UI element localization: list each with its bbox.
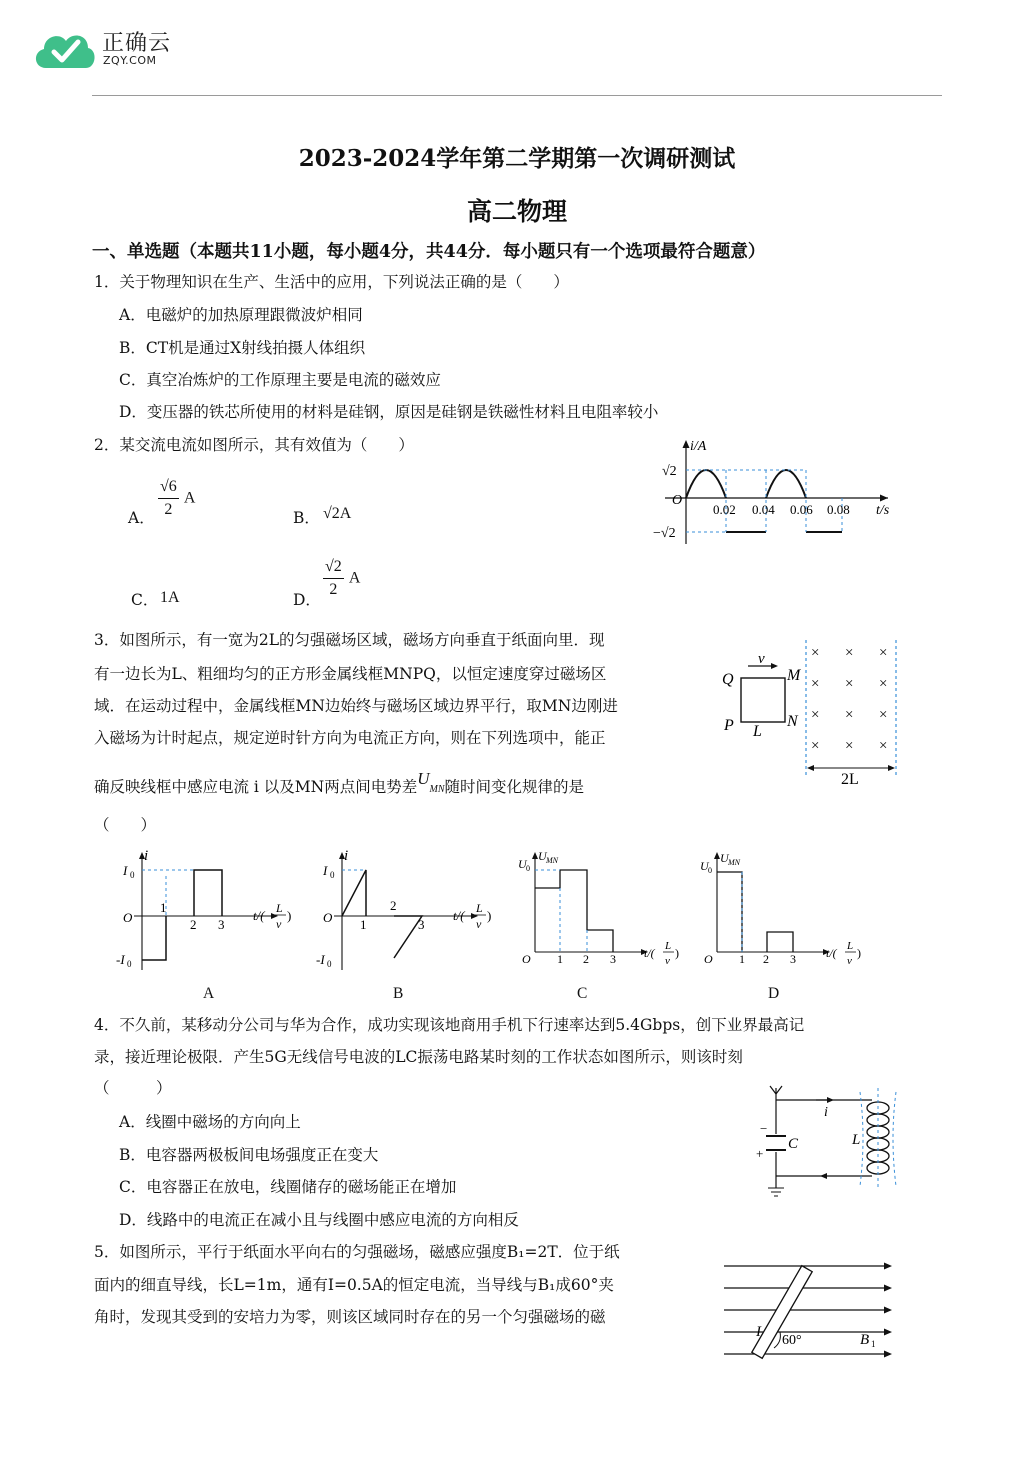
q4-line-1: 4．不久前，某移动分公司与华为合作，成功实现该地商用手机下行速率达到5.4Gbps，创下业界最高记 <box>94 1016 805 1034</box>
q4-ground-icon <box>768 1188 784 1196</box>
q2-option-a-value <box>158 478 195 519</box>
q3-label-l: L <box>753 723 762 740</box>
q3-width-arrow-right <box>888 765 895 771</box>
svg-text:×: × <box>845 707 854 723</box>
q3b-rising-segment <box>342 870 366 916</box>
q3d-u0-sub: 0 <box>708 866 712 875</box>
q2-t-axis-arrow <box>880 495 888 502</box>
q5-label-b: B <box>860 1332 870 1348</box>
q3c-frac-bot: v <box>665 955 670 967</box>
q3c-tick-1: 1 <box>557 952 563 966</box>
q5-line-3: 角时，发现其受到的安培力为零，则该区域同时存在的另一个匀强磁场的磁 <box>94 1308 606 1326</box>
svg-text:×: × <box>845 738 854 754</box>
q2-tick-label-2: 0.04 <box>752 502 775 517</box>
q3-choice-a-label: A <box>203 985 215 1002</box>
q3-label-n: N <box>787 713 798 730</box>
q3-line-2: 有一边长为L、粗细均匀的正方形金属线框MNPQ，以恒定速度穿过磁场区 <box>94 665 607 683</box>
q3-line-5 <box>94 769 585 796</box>
q3a-i0-label: I <box>123 863 128 878</box>
q3c-tick-2: 2 <box>583 952 589 966</box>
q3c-umn-sub: MN <box>546 856 558 865</box>
q3a-tick-3: 3 <box>218 917 225 932</box>
q3-choice-b-label: B <box>393 985 404 1002</box>
q3c-frac-top: L <box>665 940 672 952</box>
q2-option-b-letter: B． <box>293 509 320 527</box>
q3c-t-label: t/( <box>644 946 655 960</box>
q3c-close: ) <box>675 946 679 960</box>
q2-tick-label-3: 0.06 <box>790 502 813 517</box>
q2-x-label: t/s <box>876 503 890 518</box>
svg-text:×: × <box>845 676 854 692</box>
q5-angle-label: 60° <box>782 1333 802 1348</box>
q3d-t-label: t/( <box>826 946 837 960</box>
q1-option-d: D．变压器的铁芯所使用的材料是硅钢，原因是硅钢是铁磁性材料且电阻率较小 <box>119 403 659 421</box>
q3-setup-figure <box>718 636 918 788</box>
q3a-positive-pulse <box>194 870 222 916</box>
header-divider <box>92 95 942 96</box>
q5-field-figure <box>718 1252 898 1372</box>
q3b-i0-label: I <box>323 863 328 878</box>
q3-graph-b <box>312 846 502 970</box>
q3a-i0-sub: 0 <box>130 870 135 880</box>
q3-label-m: M <box>787 667 801 684</box>
q3a-tick-1: 1 <box>160 900 167 915</box>
q3-graph-d <box>697 846 867 970</box>
q3-line-5-start: 确反映线框中感应电流 i 以及MN两点间电势差 <box>94 778 418 796</box>
q2-d-numerator: √2 <box>323 558 344 579</box>
q3b-tick-3: 3 <box>418 917 425 932</box>
svg-text:×: × <box>879 738 888 754</box>
q3d-tick-2: 2 <box>763 952 769 966</box>
q4-current-arrowhead-top <box>827 1097 834 1103</box>
q2-guide-lines <box>686 470 842 532</box>
q2-stem: 2．某交流电流如图所示，其有效值为（ ） <box>94 436 414 454</box>
q3-width-arrow-left <box>807 765 814 771</box>
svg-text:×: × <box>811 738 820 754</box>
q2-y-top-label: √2 <box>662 464 677 479</box>
q3-line-3: 域．在运动过程中，金属线框MN边始终与磁场区域边界平行，取MN边刚进 <box>94 697 618 715</box>
q3a-frac-bot: v <box>276 917 282 931</box>
q4-option-a: A．线圈中磁场的方向向上 <box>119 1113 301 1131</box>
svg-text:×: × <box>845 645 854 661</box>
q3-line-5-end: 随时间变化规律的是 <box>444 778 585 796</box>
q2-d-unit: A <box>348 569 361 587</box>
logo-text: 正确云 <box>102 31 172 56</box>
q3b-frac-top: L <box>476 901 483 915</box>
q3d-frac-top: L <box>847 940 854 952</box>
exam-title: 2023-2024学年第二学期第一次调研测试 <box>298 145 736 172</box>
q3a-tick-2: 2 <box>190 917 197 932</box>
q3d-umn-label: U <box>720 851 729 865</box>
svg-text:×: × <box>811 707 820 723</box>
q2-option-a-letter: A． <box>128 509 155 527</box>
q4-line-2: 录，接近理论极限．产生5G无线信号电波的LC振荡电路某时刻的工作状态如图所示，则该时刻 <box>94 1048 743 1066</box>
q3a-t-label: t/( <box>253 908 265 923</box>
q3a-negative-pulse <box>142 916 166 960</box>
q4-line-3: （ ） <box>94 1079 172 1097</box>
q3b-frac-bot: v <box>476 917 482 931</box>
q2-a-denominator: 2 <box>164 501 173 518</box>
q3b-t-label: t/( <box>453 908 465 923</box>
q3a-neg-i0-label: -I <box>116 952 125 967</box>
q3d-frac-bot: v <box>847 955 852 967</box>
q2-a-numerator: √6 <box>158 478 179 499</box>
q3d-u0-label: U <box>700 859 709 873</box>
q3-graph-c <box>515 846 685 970</box>
q3c-umn-label: U <box>538 849 547 863</box>
q3c-origin: O <box>522 952 531 966</box>
q3-choice-c-label: C <box>577 985 588 1002</box>
q3a-guides <box>142 870 194 916</box>
q3b-origin: O <box>323 910 333 925</box>
q3a-origin: O <box>123 910 133 925</box>
q3-velocity-arrowhead <box>771 663 778 669</box>
q2-y-bottom-label: −√2 <box>653 526 676 541</box>
q3-square-frame <box>741 678 785 722</box>
q5-label-i: I <box>756 1324 761 1340</box>
q4-label-l: L <box>852 1132 861 1148</box>
q1-option-c: C．真空冶炼炉的工作原理主要是电流的磁效应 <box>119 371 441 389</box>
q4-plus-sign: + <box>756 1146 764 1161</box>
q5-label-b-sub: 1 <box>871 1339 876 1349</box>
q4-option-c: C．电容器正在放电，线圈储存的磁场能正在增加 <box>119 1178 457 1196</box>
svg-text:×: × <box>811 676 820 692</box>
q2-option-b-value: √2A <box>323 505 352 522</box>
q4-option-b: B．电容器两极板间电场强度正在变大 <box>119 1146 379 1164</box>
q3-label-q: Q <box>722 671 734 688</box>
q3d-tick-3: 3 <box>790 952 796 966</box>
section-heading: 一、单选题（本题共11小题，每小题4分，共44分．每小题只有一个选项最符合题意） <box>92 242 766 262</box>
q1-stem: 1．关于物理知识在生产、生活中的应用，下列说法正确的是（ ） <box>94 273 569 291</box>
q4-label-i: i <box>824 1105 828 1120</box>
q3d-umn-sub: MN <box>728 858 740 867</box>
svg-text:×: × <box>879 645 888 661</box>
q2-option-d-letter: D． <box>293 591 321 609</box>
q3a-i-label: i <box>144 848 149 864</box>
q3d-close: ) <box>857 946 861 960</box>
q3c-u0-label: U <box>518 857 527 871</box>
svg-text:×: × <box>879 707 888 723</box>
q3-label-p: P <box>724 717 734 734</box>
q2-i-axis-arrow <box>683 440 690 448</box>
q2-sine-segments <box>686 470 806 498</box>
q2-origin-label: O <box>672 493 683 508</box>
q3b-tick-1: 1 <box>360 917 367 932</box>
q2-tick-label-4: 0.08 <box>827 502 850 517</box>
q5-field-arrowheads <box>884 1263 892 1358</box>
q2-option-d-value <box>323 558 360 599</box>
q2-current-graph <box>650 436 900 548</box>
q3b-neg-i0-label: -I <box>316 952 325 967</box>
q3b-tick-2: 2 <box>390 898 397 913</box>
q2-option-c-value: 1A <box>160 589 180 606</box>
q3b-neg-i0-sub: 0 <box>327 959 332 969</box>
q3-line-4: 入磁场为计时起点，规定逆时针方向为电流正方向，则在下列选项中，能正 <box>94 729 606 747</box>
q2-y-label: i/A <box>690 439 707 454</box>
q4-current-arrowhead-bottom <box>820 1173 827 1179</box>
q3-field-crosses <box>811 645 887 754</box>
q3-umn-symbol: U <box>417 769 430 788</box>
q3a-neg-i0-sub: 0 <box>127 959 132 969</box>
q4-option-d: D．线路中的电流正在减小且与线圈中感应电流的方向相反 <box>119 1211 519 1229</box>
q3b-close: ) <box>487 908 492 923</box>
q1-option-a: A．电磁炉的加热原理跟微波炉相同 <box>119 306 363 324</box>
q5-line-2: 面内的细直导线，长L=1m，通有I=0.5A的恒定电流，当导线与B₁成60°夹 <box>94 1276 614 1294</box>
q5-line-1: 5．如图所示，平行于纸面水平向右的匀强磁场，磁感应强度B₁=2T．位于纸 <box>94 1243 620 1261</box>
q3-line-1: 3．如图所示，有一宽为2L的匀强磁场区域，磁场方向垂直于纸面向里．现 <box>94 631 605 649</box>
q4-field-lines <box>860 1088 896 1190</box>
q3b-i0-sub: 0 <box>330 870 335 880</box>
q2-option-c-letter: C． <box>131 591 159 609</box>
q1-option-b: B．CT机是通过X射线拍摄人体组织 <box>119 339 366 357</box>
exam-subject: 高二物理 <box>466 197 567 226</box>
q3c-guides <box>535 870 587 952</box>
q2-a-unit: A <box>183 489 196 507</box>
q3d-second-step <box>767 932 793 952</box>
q3a-close: ) <box>287 908 292 923</box>
q3d-tick-1: 1 <box>739 952 745 966</box>
q3-line-6: （ ） <box>94 816 157 834</box>
q2-tick-label-1: 0.02 <box>713 502 736 517</box>
q3a-frac-top: L <box>276 901 283 915</box>
q3d-origin: O <box>704 952 713 966</box>
q3-choice-d-label: D <box>768 985 780 1002</box>
q3-label-v: v <box>758 651 765 667</box>
q3d-first-step <box>717 872 742 952</box>
logo-domain: ZQY.COM <box>103 54 157 67</box>
q3c-u0-sub: 0 <box>526 864 530 873</box>
q4-lc-circuit <box>748 1082 908 1208</box>
svg-text:×: × <box>879 676 888 692</box>
svg-text:×: × <box>811 645 820 661</box>
q2-d-denominator: 2 <box>329 581 338 598</box>
q4-minus-sign: − <box>760 1121 768 1136</box>
q3c-tick-3: 3 <box>610 952 616 966</box>
q3-width-label: 2L <box>841 771 859 788</box>
q3c-step-line <box>535 870 613 952</box>
q3b-i-label: i <box>344 848 349 864</box>
q3-umn-subscript: MN <box>429 784 445 795</box>
q3-graph-a <box>112 846 302 970</box>
q4-label-c: C <box>788 1136 799 1152</box>
